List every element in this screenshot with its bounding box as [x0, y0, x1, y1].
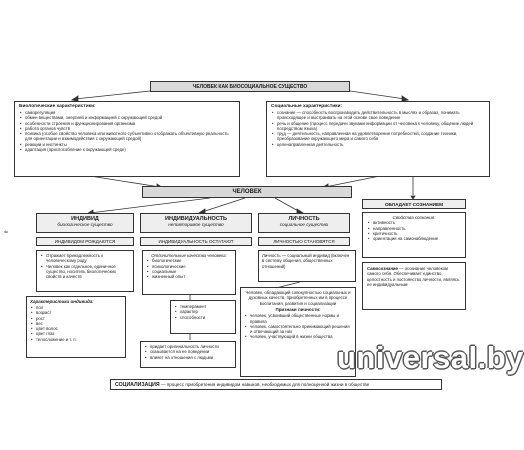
list-item: • саморегуляция — [25, 110, 235, 115]
list-item: • цвет волос — [36, 326, 122, 331]
list-item: • биологические — [152, 258, 232, 263]
list-item: • темперамент — [180, 304, 232, 309]
individuality-traits-box — [170, 300, 236, 334]
list-item: • характер — [180, 309, 232, 314]
individ-desc-box — [36, 250, 134, 292]
list-item: • человек, усвоивший общественные нормы и правила — [250, 313, 352, 324]
list-item: • цвет глаз — [36, 331, 122, 336]
social-characteristics-box — [266, 101, 490, 177]
list-item: • рост — [36, 316, 122, 321]
list-item: • психика (особое свойство человека или животного субъективно отображать объективную реальность для ориентации и взаимодействия с окружающей средой) — [25, 131, 235, 142]
list-item: • сознание — способность воспроизводить действительность в мыслях и образах, понимать происходящее и выстраивать на этой основе свое поведение — [277, 110, 485, 121]
self-consciousness-def: — осознание человеком самого себя. Обеспечивает единство, целостность и постоянство личности, являясь ее индивидуальным — [367, 266, 460, 288]
self-consciousness-term: Самосознание — [367, 266, 398, 271]
bio-characteristics-box — [14, 101, 240, 177]
list-item: • влияет на отношения с людьми — [150, 355, 232, 360]
list-item: • труд — деятельность, направленная на удовлетворение потребностей, создание техники, преобразование окружающего мира и самого себя — [277, 131, 485, 142]
consciousness-props-box — [362, 212, 466, 258]
list-item: • реакции и инстинкты — [25, 142, 235, 147]
consciousness-props-heading: Свойства сознания: — [392, 215, 436, 220]
list-item: • способности — [180, 315, 232, 320]
individ-desc-list — [40, 253, 130, 279]
individ-chars-list — [30, 305, 122, 342]
consciousness-props-list — [367, 220, 461, 241]
personality-box — [258, 213, 350, 233]
list-item: • вес — [36, 321, 122, 326]
self-consciousness-text — [367, 266, 461, 288]
list-item: • сказывается на ее поведении — [150, 349, 232, 354]
list-item: • активность — [373, 220, 461, 225]
bio-heading: Биологические характеристики: — [19, 104, 96, 109]
individuality-traits-list — [174, 304, 232, 320]
list-item: • ориентация на самонаблюдение — [373, 236, 461, 241]
list-item: • придает оригинальность личности — [150, 344, 232, 349]
individuality-qual-list — [146, 258, 232, 279]
individuality-effects-list — [144, 344, 232, 360]
individuality-effects-box — [140, 341, 236, 368]
list-item: • жизненный опыт — [152, 274, 232, 279]
social-list — [271, 110, 485, 147]
watermark-logo: universal.by — [337, 340, 524, 375]
list-item: • возраст — [36, 310, 122, 315]
personality-become-bar: ЛИЧНОСТЬЮ СТАНОВЯТСЯ — [258, 237, 350, 246]
socialization-bar — [110, 379, 442, 390]
individuality-qualities-box — [142, 250, 236, 295]
individuality-box — [140, 213, 252, 233]
individuality-stay-bar: ИНДИВИДУАЛЬНОСТЬ ОСТАТАЮТ — [140, 237, 252, 246]
list-item: • работа органов чувств — [25, 126, 235, 131]
socialization-term: СОЦИАЛИЗАЦИЯ — [115, 382, 160, 388]
bio-list — [19, 110, 235, 152]
individ-born-bar: ИНДИВИДОМ РОЖДАЮТСЯ — [36, 237, 134, 246]
individuality-title: ИНДИВИДУАЛЬНОСТЬ — [165, 216, 227, 222]
socialization-def: — процесс приобретения индивидом навыков, необходимых для полноценной жизни в обществе — [159, 382, 370, 387]
list-item: • психологические — [152, 264, 232, 269]
list-item: • критичность — [373, 231, 461, 236]
list-item: • телосложение и т. п. — [36, 337, 122, 342]
list-item: • социальные — [152, 269, 232, 274]
list-item: • пол — [36, 305, 122, 310]
individ-box — [36, 213, 134, 233]
list-item: • Отражает принадлежность к человеческому роду — [46, 253, 130, 264]
social-heading: Социальные характеристики: — [271, 104, 343, 109]
list-item: • адаптация (приспособление к окружающей среде) — [25, 147, 235, 152]
self-consciousness-box — [362, 262, 466, 310]
personality-subtitle: социальное существо — [279, 222, 329, 227]
individuality-qual-heading: Отличительные качества человека: — [151, 253, 227, 258]
personality-def-box — [258, 250, 356, 282]
list-item: • целенаправленная деятельность — [277, 142, 485, 147]
list-item: • направленность — [373, 226, 461, 231]
individuality-subtitle: неповторимое существо — [168, 222, 224, 227]
list-item: • обмен веществами, энергией и информацией с окружающей средой — [25, 115, 235, 120]
individ-subtitle: биологическое существо — [57, 222, 113, 227]
individ-chars-heading: Характеристики индивида: — [30, 299, 94, 304]
consciousness-bar: ОБЛАДАЕТ СОЗНАНИЕМ — [362, 199, 466, 209]
list-item: • человек, самостоятельно принимающий решения и отвечающий за них — [250, 324, 352, 335]
personality-signs-list — [244, 313, 352, 339]
main-title: ЧЕЛОВЕК КАК БИОСОЦИАЛЬНОЕ СУЩЕСТВО — [150, 81, 350, 92]
personality-signs-heading: Признаки личности: — [275, 307, 321, 313]
personality-title: ЛИЧНОСТЬ — [288, 216, 320, 222]
list-item: • человек, участвующий в жизни общества — [250, 334, 352, 339]
page-marker: 4к — [4, 229, 8, 234]
chelovek-bar: ЧЕЛОВЕК — [142, 186, 352, 198]
list-item: • речь и общение (процесс передачи звуками информации от человека к человеку, общение людей посредством языка) — [277, 121, 485, 132]
personality-def: Личность — социальный индивид (включен в систему общения, общественных отношений) — [262, 253, 350, 269]
personality-desc: Человек, обладающий совокупностью социальных и духовных качеств, приобретенных им в процессе воспитания, развития и социализации — [245, 290, 351, 306]
list-item: • Человек как отдельное, единичное существо, носитель биологических свойств и качеств — [46, 264, 130, 280]
list-item: • особенности строения и функционирования организма — [25, 121, 235, 126]
individ-title: ИНДИВИД — [71, 216, 99, 222]
individ-chars-box — [26, 296, 126, 358]
